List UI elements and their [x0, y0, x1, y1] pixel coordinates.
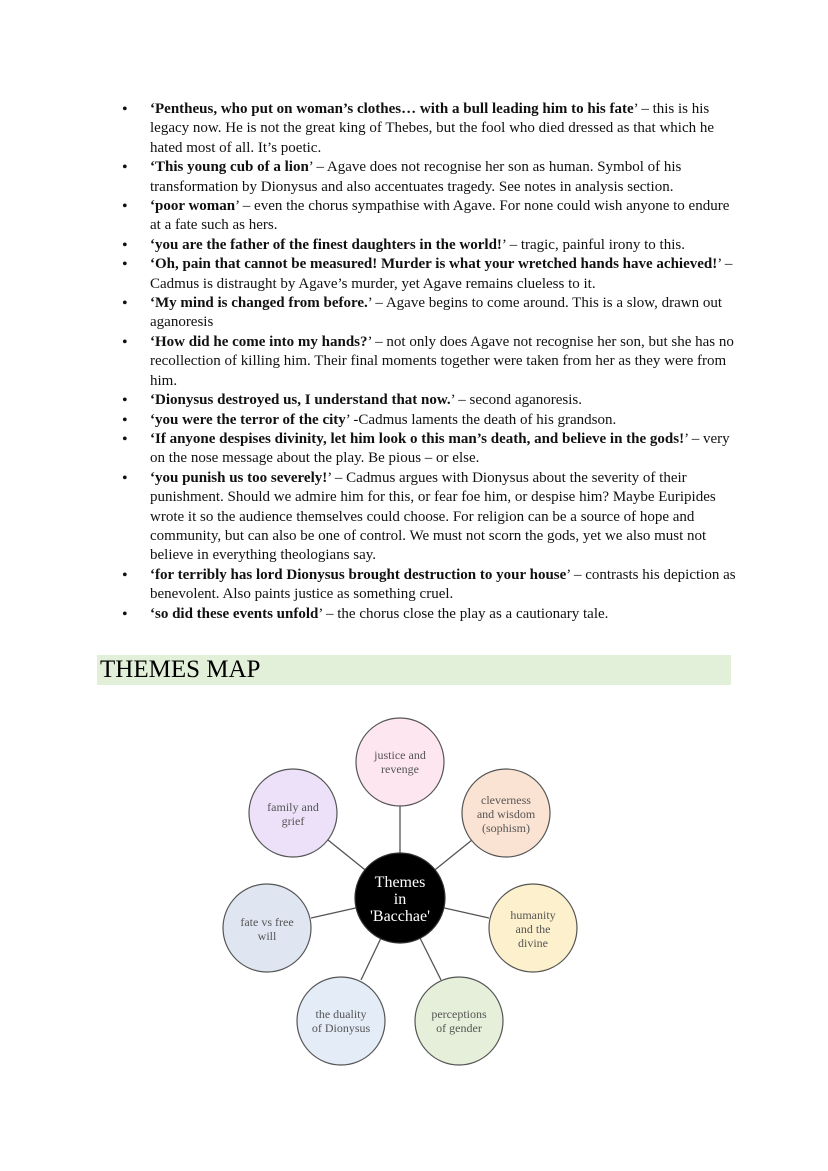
- quote-comment: – contrasts his depiction as benevolent. Also paints justice as something cruel.: [150, 566, 736, 603]
- quote-close: ’: [633, 101, 638, 117]
- node-label-line1: family and: [267, 800, 319, 814]
- quote-close: ’: [566, 566, 571, 583]
- quote-text: ‘for terribly has lord Dionysus brought destruction to your house: [150, 566, 567, 583]
- quote-text: ‘My mind is changed from before.: [150, 295, 368, 312]
- quote-close: ’: [367, 295, 372, 312]
- center-label-line3: 'Bacchae': [370, 908, 430, 925]
- quote-close: ’: [684, 430, 688, 447]
- node-label-line2: of gender: [436, 1021, 482, 1035]
- node-cleverness: [462, 769, 550, 857]
- quote-comment: – Agave begins to come around. This is a slow, drawn out aganoresis: [150, 295, 723, 331]
- node-label-line1: fate vs free: [240, 915, 294, 929]
- quote-text: ‘so did these events unfold: [150, 605, 319, 622]
- node-justice: [356, 718, 444, 806]
- quote-close: ’: [717, 256, 722, 273]
- quote-text: ‘If anyone despises divinity, let him look o this man’s death, and believe in the gods!: [150, 430, 685, 447]
- quote-text: ‘This young cub of a lion: [150, 159, 309, 176]
- quote-comment: – the chorus close the play as a cautionary tale.: [322, 605, 609, 622]
- quote-comment: – this is his legacy now. He is not the great king of Thebes, but the fool who died dressed as that which he hated most of all. It’s poetic.: [150, 101, 715, 156]
- quote-close: ’: [308, 159, 313, 176]
- node-label-line1: perceptions: [431, 1007, 487, 1021]
- quote-close: ’: [345, 411, 350, 428]
- node-fate: [223, 884, 311, 972]
- quote-comment: -Cadmus laments the death of his grandson.: [349, 411, 617, 428]
- node-label-line2: of Dionysus: [311, 1021, 371, 1035]
- node-label-line2: and wisdom: [476, 807, 536, 821]
- quote-close: ’: [318, 605, 323, 622]
- center-label-line2: in: [393, 891, 407, 908]
- node-label-line3: (sophism): [482, 821, 530, 835]
- node-humanity: [489, 884, 577, 972]
- quote-close: ’: [367, 333, 372, 350]
- node-duality: [297, 977, 385, 1065]
- node-label-line2: revenge: [381, 762, 419, 776]
- quote-close: ’: [450, 392, 455, 409]
- quote-comment: – very on the nose message about the play. Be pious – or else.: [150, 430, 730, 467]
- node-label-line1: justice and: [374, 748, 426, 762]
- quote-comment: – Agave does not recognise her son as human. Symbol of his transformation by Dionysus and also accentuates tragedy. See notes in analysis section.: [150, 159, 682, 195]
- quote-close: ’: [501, 236, 506, 253]
- node-label-line1: humanity: [510, 908, 556, 922]
- node-label-line3: divine: [518, 936, 548, 950]
- node-label-line2: and the: [515, 922, 551, 936]
- center-node: [355, 853, 445, 943]
- node-gender: [415, 977, 503, 1065]
- quote-text: ‘you punish us too severely!: [150, 469, 328, 486]
- quote-comment: – second aganoresis.: [454, 392, 582, 409]
- quote-text: ‘Dionysus destroyed us, I understand that now.: [150, 392, 451, 409]
- quote-close: ’: [327, 469, 332, 486]
- heading-text: THEMES MAP: [100, 656, 261, 683]
- quote-comment: – tragic, painful irony to this.: [505, 236, 685, 253]
- node-label-line1: cleverness: [481, 793, 531, 807]
- quote-text: ‘you are the father of the finest daughters in the world!: [150, 236, 502, 253]
- quote-text: ‘Oh, pain that cannot be measured! Murder is what your wretched hands have achieved!: [150, 256, 718, 273]
- center-label-line1: Themes: [374, 874, 426, 891]
- quote-text: ‘How did he come into my hands?: [150, 333, 368, 350]
- quote-comment: – Cadmus is distraught by Agave’s murder, yet Agave remains clueless to it.: [150, 256, 733, 292]
- quote-comment: – even the chorus sympathise with Agave. For none could wish anyone to endure at a fate such as hers.: [150, 198, 730, 234]
- node-label-line1: the duality: [315, 1007, 367, 1021]
- quote-text: ‘Pentheus, who put on woman’s clothes… with a bull leading him to his fate: [150, 101, 634, 117]
- quote-comment: – not only does Agave not recognise her son, but she has no recollection of killing him. Their final moments together were taken from her as they were from him.: [150, 333, 734, 389]
- quote-close: ’: [235, 198, 240, 215]
- quote-comment: – Cadmus argues with Dionysus about the severity of their punishment. Should we admire him for this, or fear foe him, or despise him? Maybe Euripides wrote it so the audience themselves could choose. For religion can be a source of hope and community, but can also be one of control. We must not scorn the gods, yet we also must not believe in everything theologians say.: [150, 469, 716, 564]
- node-family: [249, 769, 337, 857]
- quote-text: ‘you were the terror of the city: [150, 411, 346, 428]
- node-label-line2: grief: [281, 814, 305, 828]
- quote-text: ‘poor woman: [150, 198, 236, 215]
- node-label-line2: will: [257, 929, 277, 943]
